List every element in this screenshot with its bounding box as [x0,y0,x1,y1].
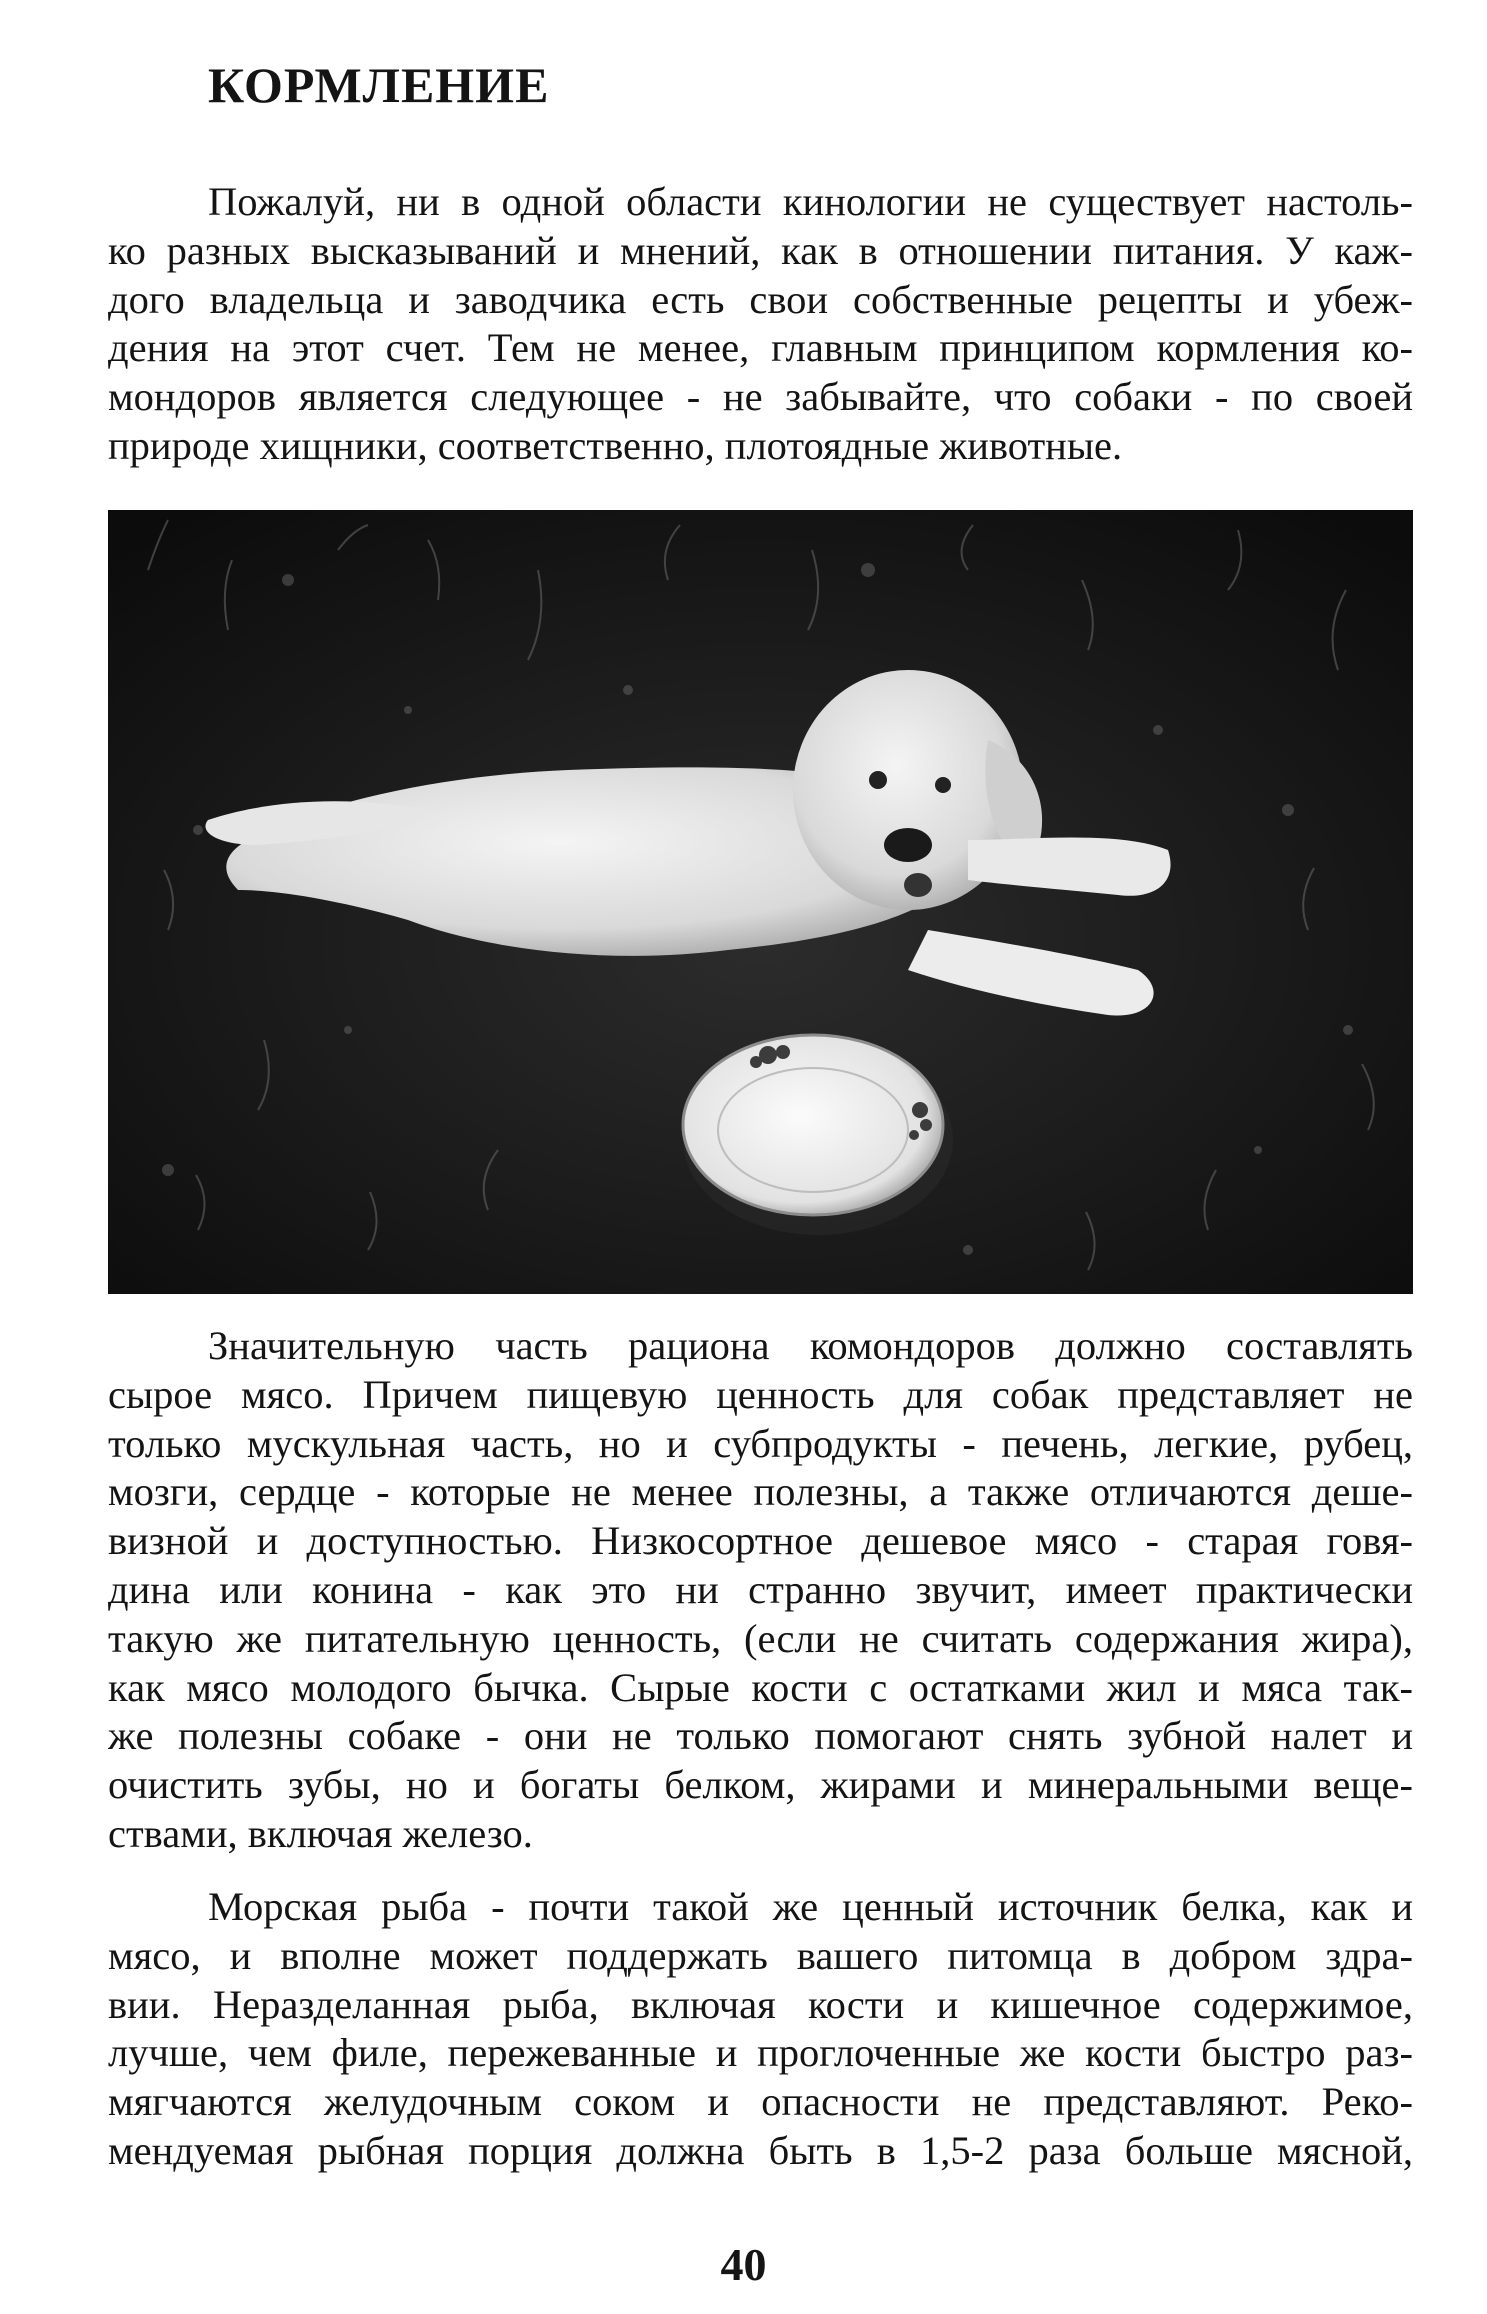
text-line: только мускульная часть, но и субпродукты - печень, легкие, рубец, [108,1420,1413,1466]
text-line: как мясо молодого бычка. Сырые кости с остатками жил и мяса так- [108,1664,1413,1710]
text-line: природе хищники, соответственно, плотоядные животные. [108,422,1123,468]
text-line: мендуемая рыбная порция должна быть в 1,5-2 раза больше мясной, [108,2127,1413,2173]
page-title: КОРМЛЕНИЕ [208,57,550,113]
text-line: мозги, сердце - которые не менее полезны, а также отличаются деше- [108,1469,1413,1515]
text-line: Пожалуй, ни в одной области кинологии не существует настоль- [208,179,1413,224]
text-line: Морская рыба - почти такой же ценный источник белка, как и [208,1884,1413,1929]
text-line: ко разных высказываний и мнений, как в отношении питания. У каж- [108,227,1413,273]
text-line: мясо, и вполне может поддержать вашего питомца в добром здра- [108,1932,1413,1978]
text-line: сырое мясо. Причем пищевую ценность для собак представляет не [108,1371,1413,1417]
paragraph-intro [108,178,1413,471]
paragraph-meat [108,1322,1413,1859]
paragraph-fish [108,1883,1413,2176]
text-line: лучше, чем филе, пережеванные и проглоченные же кости быстро раз- [108,2030,1413,2076]
text-line: очистить зубы, но и богаты белком, жирами и минеральными веще- [108,1762,1413,1808]
text-line: Значительную часть рациона комондоров должно составлять [208,1323,1413,1368]
text-line: визной и доступностью. Низкосортное дешевое мясо - старая говя- [108,1518,1413,1564]
text-line: мондоров является следующее - не забывайте, что собаки - по своей [108,374,1413,420]
text-line: дения на этот счет. Тем не менее, главным принципом кормления ко- [108,325,1413,371]
text-line: ствами, включая железо. [108,1810,533,1856]
page-number: 40 [720,2239,767,2290]
text-line: же полезны собаке - они не только помогают снять зубной налет и [108,1713,1413,1759]
text-line: дого владельца и заводчика есть свои собственные рецепты и убеж- [108,276,1413,322]
puppy-with-bowl-photo [108,510,1413,1294]
text-line: такую же питательную ценность, (если не считать содержания жира), [108,1615,1413,1661]
text-line: вии. Неразделанная рыба, включая кости и кишечное содержимое, [108,1981,1413,2027]
text-line: мягчаются желудочным соком и опасности не представляют. Реко- [108,2079,1413,2125]
text-line: дина или конина - как это ни странно звучит, имеет практически [108,1566,1413,1612]
